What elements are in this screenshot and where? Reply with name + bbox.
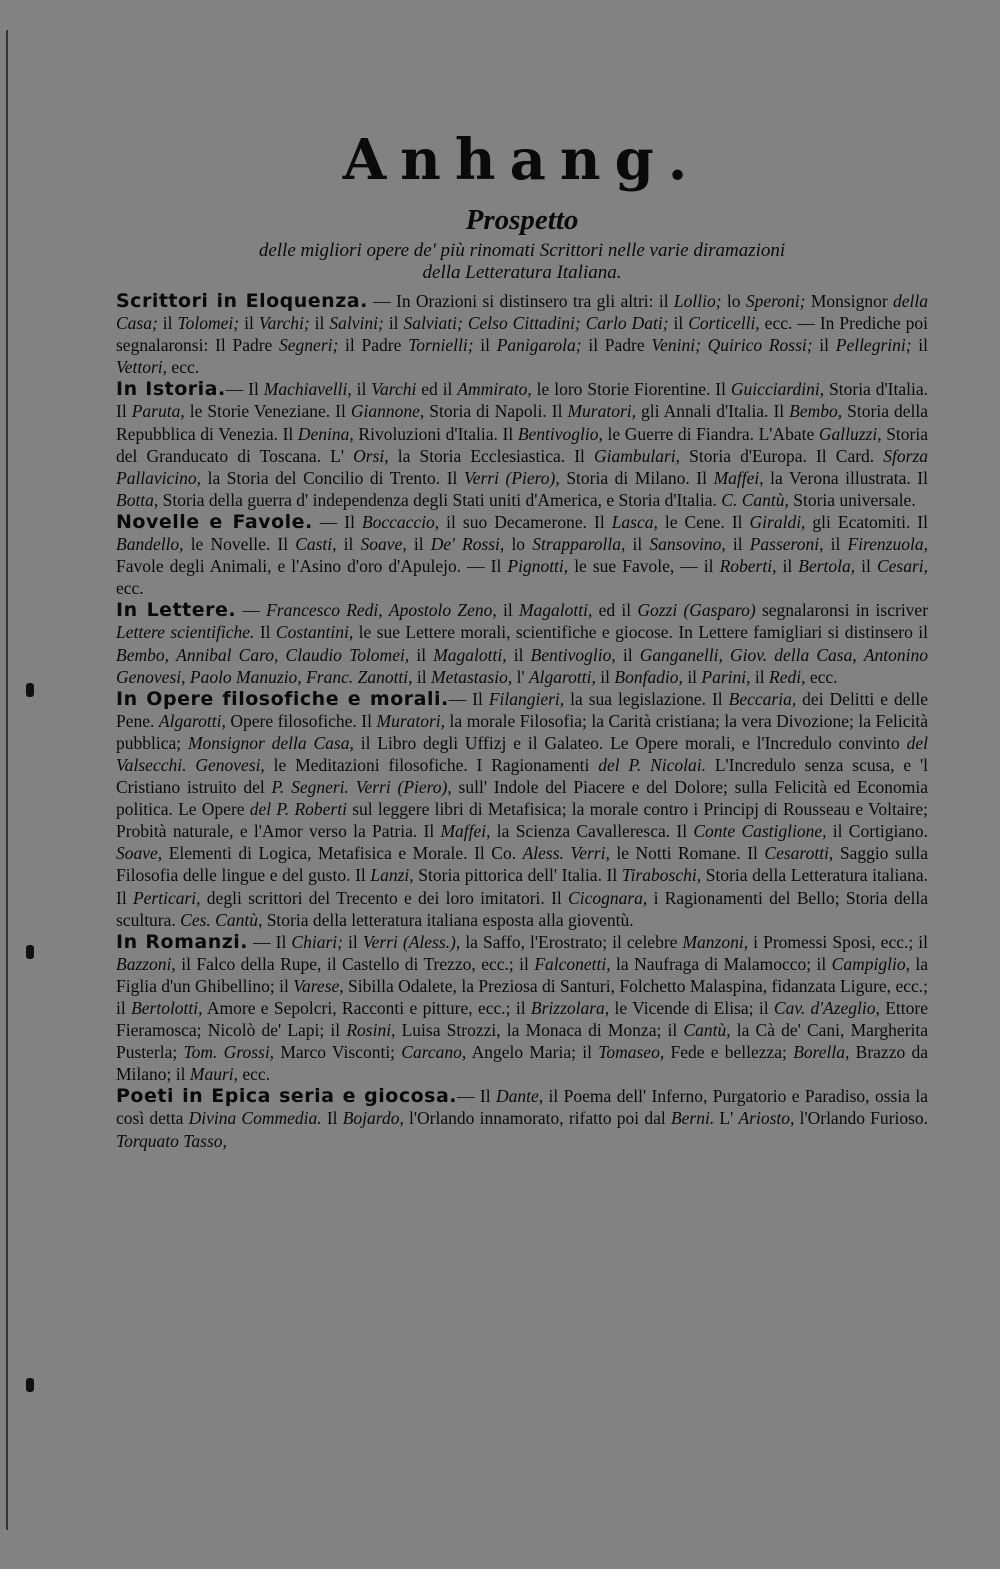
text-segment: — Il: [225, 379, 264, 400]
text-segment: il: [409, 644, 434, 665]
author-name: Segneri;: [279, 335, 339, 356]
text-segment: il: [157, 313, 178, 334]
text-segment: il: [383, 313, 404, 334]
author-name: Algarotti,: [158, 710, 226, 731]
author-name: Ganganelli,: [639, 644, 723, 665]
author-name: del P. Roberti: [249, 799, 347, 820]
author-name: Brizzolara,: [530, 998, 610, 1018]
author-name: Sforza Pallavicino,: [116, 445, 929, 488]
text-segment: Rivoluzioni d'Italia. Il: [353, 423, 518, 444]
text-segment: lo: [721, 291, 746, 311]
text-segment: la morale Filosofia; la Carità cristiana; la vera Divozione; la Felicità pubblica;: [116, 710, 928, 753]
author-name: Bonfadio,: [614, 666, 683, 687]
text-segment: Fede e bellezza;: [664, 1042, 794, 1063]
text-segment: L': [714, 1108, 739, 1129]
text-segment: ed il: [592, 600, 638, 621]
text-segment: il: [668, 313, 689, 334]
text-segment: Favole degli Animali, e l'Asino d'oro d'Apulejo. — Il: [116, 556, 508, 577]
author-name: Muratori,: [567, 401, 637, 422]
author-name: Bertolotti,: [131, 998, 203, 1018]
author-name: Mauri,: [189, 1064, 239, 1085]
text-segment: il Padre: [581, 335, 652, 356]
text-segment: Brazzo da Milano; il: [116, 1042, 928, 1085]
text-segment: il: [351, 379, 372, 400]
author-name: Bandello,: [116, 534, 184, 555]
author-name: Bentivoglio,: [517, 423, 603, 444]
text-segment: sul leggere libri di Metafisica; la morale contro i Principj di Rousseau e Voltaire; Probità naturale, e l'Amor verso la Patria. Il: [116, 799, 928, 842]
author-name: Giraldi,: [749, 511, 806, 532]
author-name: Conte Castiglione,: [693, 821, 827, 842]
text-segment: Il: [254, 622, 276, 643]
text-segment: segnalaronsi in iscriver: [755, 600, 929, 621]
author-name: Tomaseo,: [598, 1042, 665, 1063]
author-name: Bentivoglio,: [530, 644, 616, 665]
author-name: Maffei,: [713, 467, 764, 488]
author-name: Chiari;: [291, 931, 343, 952]
author-name: Firenzuola,: [847, 534, 928, 555]
author-name: Tom. Grossi,: [183, 1042, 275, 1063]
text-segment: i Promessi Sposi, ecc.; il: [748, 931, 928, 952]
text-segment: [278, 645, 285, 665]
author-name: Tolomei;: [177, 313, 240, 334]
text-segment: la Cà de' Cani, Margherita Pusterla;: [116, 1020, 929, 1063]
author-name: Ces. Cantù,: [180, 909, 263, 930]
author-name: P. Segneri.: [271, 777, 349, 798]
text-segment: Storia di Milano. Il: [559, 467, 714, 488]
author-name: Cesarotti,: [764, 843, 834, 864]
author-name: Paolo Manuzio,: [189, 666, 302, 687]
author-name: Aless. Verri,: [522, 843, 610, 864]
text-segment: il suo Decamerone. Il: [439, 511, 612, 532]
text-segment: lo: [504, 534, 533, 555]
page-title: Prospetto: [465, 204, 579, 236]
author-name: Pellegrini;: [835, 335, 912, 356]
text-segment: Elementi di Logica, Metafisica e Morale. Il Co.: [162, 843, 523, 864]
text-segment: la Figlia d'un Ghibellino; il: [116, 953, 929, 996]
author-name: Franc. Zanotti,: [306, 666, 413, 687]
text-segment: le sue Lettere morali, scientifiche e giocose. In Lettere famigliari si distinsero il: [353, 622, 928, 643]
text-segment: la Naufraga di Malamocco; il: [610, 953, 832, 974]
author-name: Pignotti,: [507, 556, 569, 577]
author-name: Bertola,: [798, 556, 856, 577]
author-name: Genovesi,: [195, 754, 265, 775]
author-name: Speroni;: [745, 291, 806, 311]
text-segment: il: [911, 335, 929, 356]
text-segment: il Cortigiano.: [826, 821, 929, 842]
text-segment: Storia della letteratura italiana esposta alla gioventù.: [262, 909, 634, 930]
author-name: della Casa;: [116, 291, 928, 334]
author-name: Bazzoni,: [116, 953, 176, 974]
author-name: Gozzi (Gasparo): [637, 600, 756, 621]
text-segment: le loro Storie Fiorentine. Il: [531, 379, 731, 400]
author-name: Claudio Tolomei,: [285, 644, 410, 665]
author-name: Lettere scientifiche.: [116, 622, 255, 643]
text-segment: il: [496, 600, 519, 621]
text-segment: sull' Indole del Piacere e del Dolore; sulla Felicità ed Economia politica. Le Opere: [116, 777, 928, 820]
author-name: Galluzzi,: [818, 423, 882, 444]
section-title: In Istoria.: [116, 378, 226, 401]
text-segment: — Il: [312, 511, 362, 532]
text-segment: degli scrittori del Trecento e dei loro imitatori. Il: [200, 887, 569, 908]
text-segment: il: [776, 556, 799, 577]
author-name: Guicciardini,: [730, 379, 825, 400]
author-name: Cav. d'Azeglio,: [773, 998, 880, 1018]
author-name: Giannone,: [350, 401, 425, 422]
author-name: Strapparolla,: [532, 534, 626, 555]
author-name: Giambulari,: [594, 445, 681, 466]
text-segment: il: [855, 556, 877, 577]
edge-mark: [26, 683, 34, 697]
author-name: Venini;: [651, 335, 701, 356]
subtitle-line-1: delle migliori opere de' più rinomati Scrittori nelle varie diramazioni: [258, 240, 786, 261]
text-segment: Monsignor: [805, 291, 893, 311]
author-name: Salvini;: [329, 313, 384, 334]
author-name: Ammirato,: [457, 379, 532, 400]
section-poeti: [116, 1085, 928, 1151]
author-name: Passeroni,: [749, 534, 824, 555]
author-name: Divina Commedia.: [188, 1108, 322, 1129]
author-name: Tornielli;: [408, 335, 474, 356]
text-segment: il: [682, 666, 702, 687]
edge-mark: [26, 945, 34, 959]
text-segment: il: [725, 534, 750, 555]
section-lettere: [116, 599, 928, 687]
section-title: In Lettere.: [116, 599, 237, 622]
text-segment: Luisa Strozzi, la Monaca di Monza; il: [395, 1020, 684, 1041]
author-name: Maffei,: [440, 821, 491, 842]
text-segment: il: [406, 534, 431, 555]
page-subtitle: [116, 240, 928, 284]
text-segment: L'Incredulo senza scusa, e 'l Cristiano istruito del: [116, 754, 928, 798]
page-content: [116, 128, 928, 1152]
author-name: Filangieri,: [488, 688, 565, 709]
author-name: Redi,: [769, 666, 806, 687]
author-name: Annibal Caro,: [176, 644, 279, 665]
author-name: Metastasio,: [431, 666, 513, 687]
text-segment: le Notti Romane. Il: [609, 843, 765, 864]
page-heading: Anhang.: [342, 127, 702, 193]
author-name: Panigarola;: [496, 335, 582, 356]
section-istoria: [116, 378, 928, 511]
text-segment: [857, 645, 864, 665]
text-segment: il: [336, 534, 361, 555]
author-name: C. Cantù,: [721, 489, 789, 510]
text-segment: [349, 777, 356, 797]
text-segment: ecc.: [238, 1064, 271, 1085]
author-name: Sansovino,: [649, 534, 726, 555]
text-segment: Storia del Granducato di Toscana. L': [116, 423, 928, 466]
author-name: Giov. della Casa,: [729, 644, 857, 665]
author-name: Antonino Genovesi,: [116, 644, 929, 687]
text-segment: il: [506, 644, 531, 665]
author-name: Corticelli,: [688, 313, 760, 334]
text-segment: [701, 335, 708, 355]
author-name: De' Rossi,: [430, 534, 505, 555]
author-name: Orsi,: [353, 445, 389, 466]
text-segment: il: [595, 666, 615, 687]
text-segment: ecc.: [167, 357, 200, 378]
text-segment: — Il: [448, 688, 489, 709]
text-segment: il: [412, 666, 432, 687]
text-segment: il: [812, 335, 836, 356]
author-name: Carcano,: [401, 1042, 467, 1063]
edge-mark: [26, 1378, 34, 1392]
author-name: Verri (Piero),: [355, 777, 452, 798]
author-name: Berni.: [670, 1108, 715, 1129]
text-segment: il: [625, 534, 650, 555]
text-segment: il: [309, 313, 330, 334]
author-name: Machiavelli,: [263, 379, 352, 400]
author-name: Magalotti,: [518, 600, 593, 621]
author-name: Carlo Dati;: [585, 313, 669, 334]
author-name: Francesco Redi,: [266, 600, 383, 621]
text-segment: le Cene. Il: [657, 511, 750, 532]
text-segment: Opere filosofiche. Il: [225, 710, 377, 731]
text-segment: Storia della Letteratura italiana. Il: [116, 865, 929, 908]
text-segment: la Saffo, l'Erostrato; il celebre: [460, 931, 683, 952]
author-name: Varese,: [293, 975, 344, 996]
text-segment: il Padre: [338, 335, 409, 356]
section-title: Novelle e Favole.: [116, 510, 313, 533]
author-name: Rosini,: [346, 1020, 396, 1041]
text-segment: le Guerre di Fiandra. L'Abate: [602, 423, 819, 444]
author-name: Lollio;: [673, 291, 722, 311]
section-filosofiche: [116, 688, 928, 931]
text-segment: il: [615, 644, 640, 665]
author-name: Soave,: [360, 534, 407, 555]
text-segment: ecc.: [805, 666, 838, 687]
text-segment: Saggio sulla Filosofia delle lingue e del gusto. Il: [116, 843, 928, 886]
text-segment: Storia d'Europa. Il Card.: [680, 445, 884, 466]
text-segment: l'Orlando innamorato, rifatto poi dal: [403, 1108, 671, 1129]
text-segment: Sibilla Odalete, la Preziosa di Santuri, Folchetto Malaspina, fidanzata Ligure, ecc.; il: [116, 975, 928, 1018]
author-name: Torquato Tasso,: [116, 1130, 227, 1151]
author-name: Boccaccio,: [361, 511, 440, 532]
text-segment: [723, 645, 730, 665]
section-title: In Opere filosofiche e morali.: [116, 687, 449, 710]
author-name: Celso Cittadini;: [467, 313, 581, 334]
text-segment: gli Ecatomiti. Il: [805, 511, 928, 532]
author-name: Varchi: [371, 379, 417, 400]
text-segment: l': [512, 666, 529, 687]
author-name: Salviati;: [403, 313, 463, 334]
author-name: del Valsecchi.: [116, 732, 928, 775]
text-segment: Marco Visconti;: [274, 1042, 402, 1063]
text-segment: la Verona illustrata. Il: [763, 467, 929, 488]
text-segment: il Libro degli Uffizj e il Galateo. Le Opere morali, e l'Incredulo convinto: [353, 732, 907, 753]
text-segment: le Meditazioni filosofiche. I Ragionamenti: [264, 754, 599, 775]
text-segment: il: [342, 931, 363, 952]
text-segment: Storia d'Italia. Il: [116, 379, 928, 422]
author-name: Vettori,: [116, 357, 168, 378]
text-segment: il: [473, 335, 497, 356]
section-eloquenza: [116, 290, 928, 378]
text-segment: Amore e Sepolcri, Racconti e pitture, ecc.; il: [202, 998, 531, 1018]
author-name: Soave,: [116, 843, 163, 864]
text-segment: ecc. — In Prediche poi segnalaronsi: Il Padre: [116, 313, 928, 356]
text-segment: il: [239, 313, 259, 334]
text-segment: — Il: [248, 931, 292, 952]
text-segment: Storia di Napoli. Il: [424, 401, 568, 422]
author-name: Verri (Piero),: [463, 467, 560, 488]
text-segment: il: [823, 534, 848, 555]
text-segment: Angelo Maria; il: [466, 1042, 599, 1063]
text-segment: le Novelle. Il: [183, 534, 296, 555]
author-name: Parini,: [701, 666, 751, 687]
section-title: Scrittori in Eloquenza.: [116, 290, 368, 312]
text-segment: — Il: [457, 1086, 496, 1107]
author-name: Manzoni,: [682, 931, 749, 952]
text-segment: Storia della guerra d' independenza degli Stati uniti d'America, e Storia d'Italia.: [158, 489, 722, 510]
text-segment: la sua legislazione. Il: [564, 688, 729, 709]
text-segment: le Vicende di Elisa; il: [609, 998, 774, 1018]
author-name: Quirico Rossi;: [707, 335, 813, 356]
author-name: Falconetti,: [534, 953, 611, 974]
author-name: Cesari,: [876, 556, 929, 577]
author-name: Paruta,: [131, 401, 185, 422]
text-segment: dei Delitti e delle Pene.: [116, 688, 928, 731]
section-title: Poeti in Epica seria e giocosa.: [116, 1085, 457, 1108]
author-name: Tiraboschi,: [621, 865, 702, 886]
text-segment: le Storie Veneziane. Il: [184, 401, 351, 422]
text-segment: Ettore Fieramosca; Nicolò de' Lapi; il: [116, 998, 928, 1041]
text-segment: —: [236, 600, 267, 621]
author-name: Borella,: [793, 1042, 850, 1063]
subtitle-line-2: della Letteratura Italiana.: [422, 262, 622, 283]
author-name: Varchi;: [258, 313, 310, 334]
author-name: Algarotti,: [528, 666, 596, 687]
author-name: Campiglio,: [831, 953, 910, 974]
section-romanzi: [116, 931, 928, 1086]
page-edge-line: [6, 30, 8, 1530]
text-segment: Storia della Repubblica di Venezia. Il: [116, 401, 928, 444]
text-segment: [186, 755, 195, 775]
text-segment: ed il: [416, 379, 458, 400]
text-segment: gli Annali d'Italia. Il: [636, 401, 790, 422]
author-name: Cantù,: [683, 1020, 731, 1041]
author-name: Magalotti,: [433, 644, 507, 665]
author-name: Muratori,: [376, 710, 446, 731]
text-segment: il Poema dell' Inferno, Purgatorio e Paradiso, ossia la così detta: [116, 1086, 928, 1129]
author-name: Lanzi,: [370, 865, 414, 886]
author-name: Apostolo Zeno,: [388, 600, 497, 621]
author-name: Bojardo,: [342, 1108, 404, 1129]
author-name: Costantini,: [275, 622, 354, 643]
author-name: Dante,: [496, 1086, 544, 1107]
author-name: Lasca,: [611, 511, 658, 532]
author-name: Botta,: [116, 489, 159, 510]
text-segment: la Storia Ecclesiastica. Il: [388, 445, 594, 466]
section-novelle: [116, 511, 928, 599]
author-name: del P. Nicolai.: [598, 754, 706, 775]
text-segment: Il: [321, 1108, 343, 1129]
author-name: Denina,: [297, 423, 354, 444]
text-segment: i Ragionamenti del Bello; Storia della scultura.: [116, 887, 928, 930]
text-segment: — In Orazioni si distinsero tra gli altri: il: [367, 291, 674, 311]
text-segment: il Falco della Rupe, il Castello di Trezzo, ecc.; il: [175, 953, 535, 974]
text-segment: la Scienza Cavalleresca. Il: [490, 821, 694, 842]
text-segment: Storia universale.: [788, 489, 916, 510]
author-name: Bembo,: [789, 401, 843, 422]
author-name: Perticari,: [132, 887, 201, 908]
author-name: Monsignor della Casa,: [187, 732, 354, 753]
author-name: Bembo,: [116, 644, 169, 665]
author-name: Verri (Aless.),: [362, 931, 461, 952]
author-name: Beccaria,: [728, 688, 797, 709]
author-name: Ariosto,: [738, 1108, 795, 1129]
author-name: Roberti,: [719, 556, 777, 577]
text-segment: la Storia del Concilio di Trento. Il: [201, 467, 464, 488]
text-segment: ecc.: [116, 578, 144, 599]
author-name: Casti,: [295, 534, 337, 555]
section-title: In Romanzi.: [116, 930, 249, 953]
text-segment: l'Orlando Furioso.: [794, 1108, 929, 1129]
text-segment: Storia pittorica dell' Italia. Il: [413, 865, 622, 886]
text-segment: il: [750, 666, 770, 687]
author-name: Cicognara,: [568, 887, 648, 908]
text-segment: le sue Favole, — il: [568, 556, 720, 577]
